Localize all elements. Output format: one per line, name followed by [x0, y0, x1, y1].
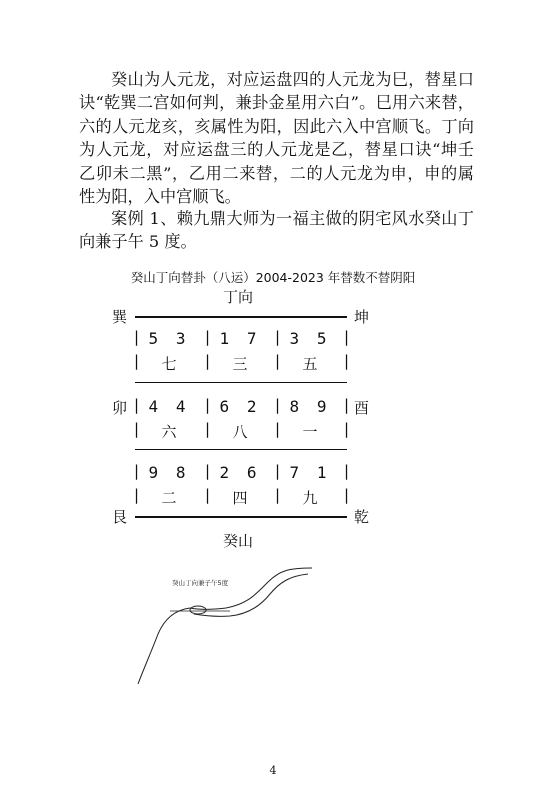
page-number: 4	[269, 764, 277, 777]
direction-top-right: 坤	[354, 308, 370, 326]
grid-bar: |	[342, 462, 352, 480]
cell-star: 三	[232, 355, 248, 373]
sketch-ridge-line	[190, 568, 312, 610]
grid-bar: |	[132, 462, 142, 480]
cell-star: 一	[302, 423, 318, 441]
grid-bar: |	[273, 352, 283, 370]
sketch-grave-mark	[190, 606, 206, 614]
cell-numbers: 2 6	[219, 463, 261, 482]
cell-star: 九	[302, 489, 318, 507]
cell-star: 八	[232, 423, 248, 441]
cell-numbers: 1 7	[219, 329, 261, 348]
cell-numbers: 6 2	[219, 397, 261, 416]
grid-bar: |	[203, 462, 213, 480]
grid-bottom-line	[135, 516, 347, 518]
grid-bar: |	[342, 486, 352, 504]
grid-bar: |	[203, 328, 213, 346]
grid-bar: |	[342, 352, 352, 370]
grid-bar: |	[273, 396, 283, 414]
grid-bar: |	[132, 396, 142, 414]
direction-middle-left: 卯	[112, 399, 128, 417]
grid-bar: |	[342, 396, 352, 414]
grid-bar: |	[203, 396, 213, 414]
grid-middle-line-2	[135, 449, 347, 450]
direction-bottom-right: 乾	[354, 508, 370, 526]
grid-bar: |	[342, 328, 352, 346]
direction-middle-right: 酉	[354, 399, 370, 417]
grid-bar: |	[132, 328, 142, 346]
cell-numbers: 9 8	[148, 463, 190, 482]
grid-bar: |	[273, 462, 283, 480]
grid-top-line	[135, 316, 347, 318]
cell-numbers: 8 9	[289, 397, 331, 416]
grid-bar: |	[203, 420, 213, 438]
cell-star: 六	[161, 423, 177, 441]
grid-bar: |	[203, 486, 213, 504]
grid-bar: |	[342, 420, 352, 438]
grid-bar: |	[273, 328, 283, 346]
cell-numbers: 5 3	[148, 329, 190, 348]
grid-bar: |	[273, 486, 283, 504]
chart-caption: 癸山丁向替卦（八运）2004-2023 年替数不替阴阳	[130, 270, 416, 285]
cell-star: 五	[302, 355, 318, 373]
cell-star: 二	[161, 489, 177, 507]
terrain-sketch	[130, 560, 330, 690]
paragraph-1: 癸山为人元龙，对应运盘四的人元龙为巳，替星口诀“乾巽二宫如何判，兼卦金星用六白”。巳用六来替，六的人元龙亥，亥属性为阳，因此六入中宫顺飞。丁向为人元龙，对应运盘三的人元龙是乙，替星口诀“坤壬乙卯未二黑”，乙用二来替，二的人元龙为申，申的属性为阳，入中宫顺飞。	[79, 70, 474, 207]
cell-star: 七	[161, 355, 177, 373]
direction-bottom-left: 艮	[112, 508, 128, 526]
direction-top-left: 巽	[112, 308, 128, 326]
cell-numbers: 4 4	[148, 397, 190, 416]
paragraph-2: 案例 1、赖九鼎大师为一福主做的阴宅风水癸山丁向兼子午 5 度。	[79, 209, 474, 252]
direction-top: 丁向	[223, 288, 254, 306]
grid-bar: |	[273, 420, 283, 438]
grid-bar: |	[132, 352, 142, 370]
sketch-ridge-line	[138, 608, 190, 684]
grid-bar: |	[203, 352, 213, 370]
cell-numbers: 7 1	[289, 463, 331, 482]
direction-bottom: 癸山	[223, 532, 254, 550]
grid-bar: |	[132, 486, 142, 504]
grid-bar: |	[132, 420, 142, 438]
grid-middle-line-1	[135, 382, 347, 383]
sketch-label: 癸山丁向兼子午5度	[172, 579, 229, 587]
cell-star: 四	[232, 489, 248, 507]
cell-numbers: 3 5	[289, 329, 331, 348]
